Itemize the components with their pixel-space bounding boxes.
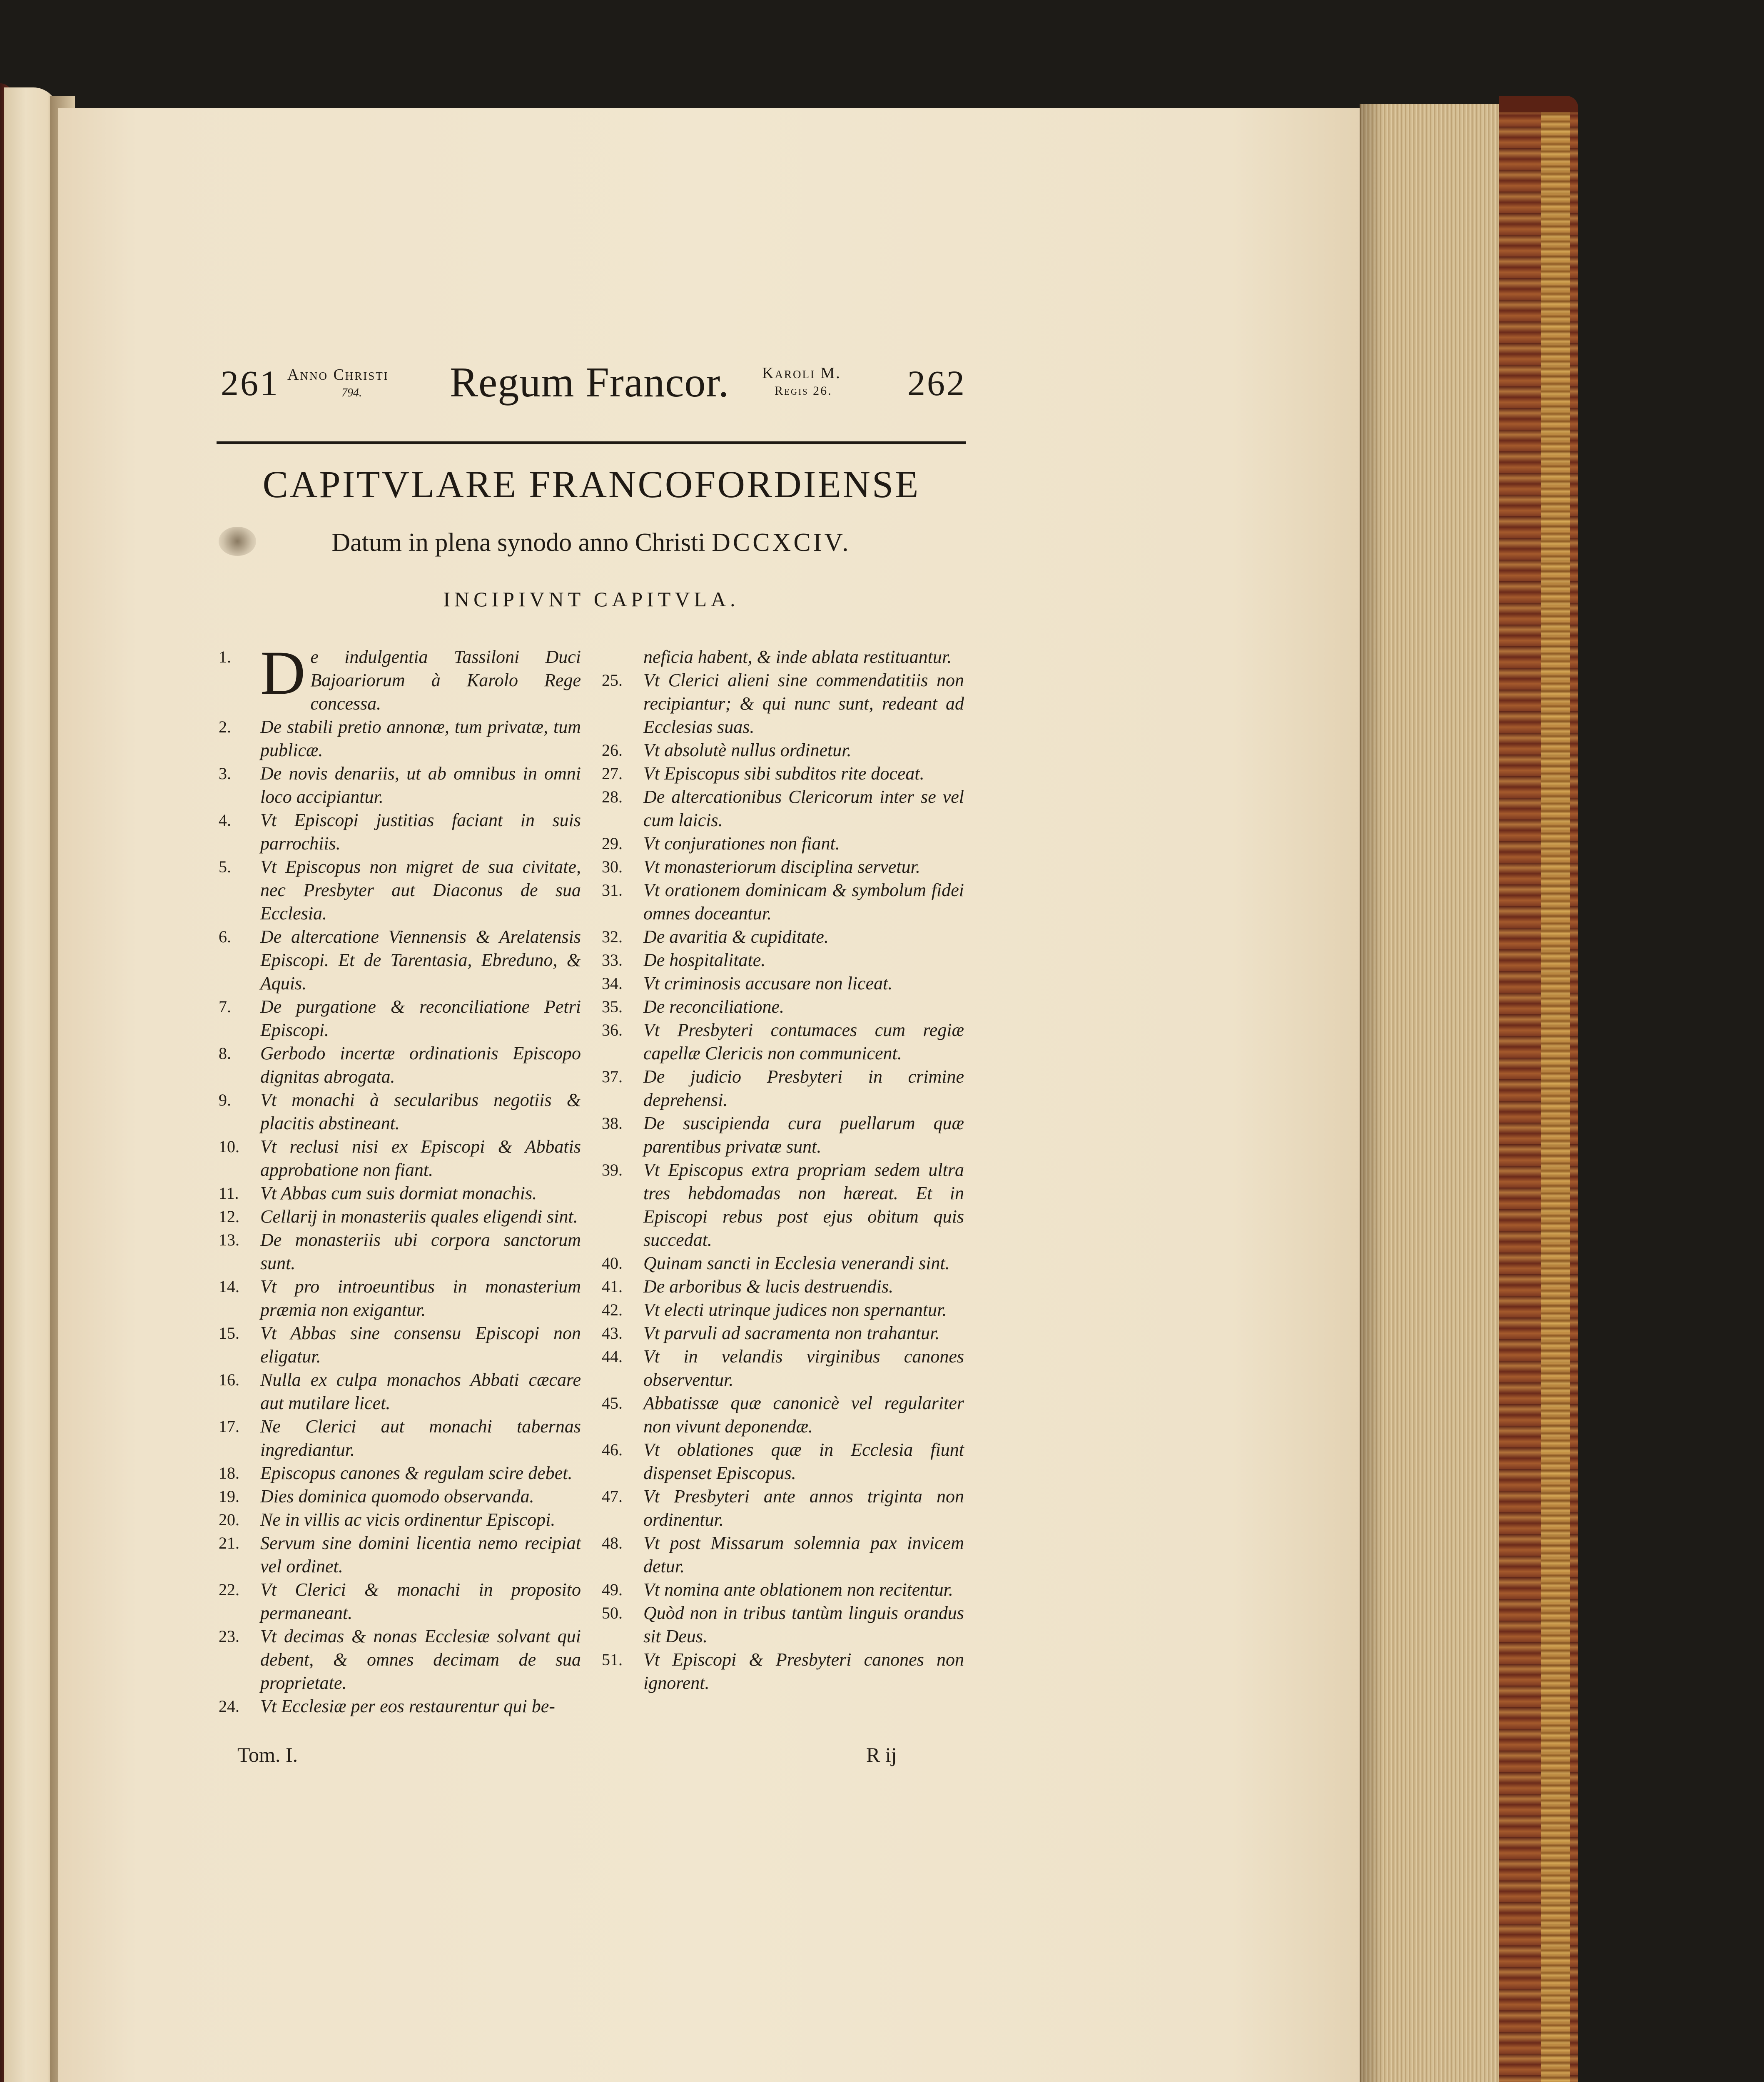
capitulum-item [598, 1601, 964, 1648]
capitulum-number: 41. [602, 1277, 623, 1296]
capitulum-item [214, 1042, 581, 1088]
capitulum-number: 10. [219, 1137, 239, 1156]
capitulum-number: 31. [602, 881, 623, 899]
capitulum-number: 24. [219, 1697, 239, 1716]
capitula-left-column [214, 638, 581, 1718]
capitulum-number: 4. [219, 811, 231, 829]
capitulum-item [214, 1228, 581, 1275]
capitulum-text: Vt parvuli ad sacramenta non trahantur. [643, 1323, 940, 1343]
capitulum-number: 47. [602, 1487, 623, 1506]
capitulum-text: Vt oblationes quæ in Ecclesia fiunt dispenset Episcopus. [643, 1439, 964, 1483]
capitulum-item [598, 1252, 964, 1275]
capitulum-item [214, 1462, 581, 1485]
capitulum-text: Vt pro introeuntibus in monasterium præmia non exigantur. [260, 1276, 581, 1320]
capitulum-text: De altercationibus Clericorum inter se vel cum laicis. [643, 787, 964, 830]
capitulum-text: De hospitalitate. [643, 950, 766, 970]
capitulum-item [214, 1088, 581, 1135]
capitulum-item [598, 925, 964, 949]
capitulum-text: Vt reclusi nisi ex Episcopi & Abbatis approbatione non fiant. [260, 1136, 581, 1180]
capitulum-text: Quinam sancti in Ecclesia venerandi sint. [643, 1253, 950, 1273]
capitulum-item [214, 809, 581, 855]
capitulum-number: 6. [219, 927, 231, 946]
drop-capital: D [260, 638, 306, 707]
capitulum-number: 46. [602, 1440, 623, 1459]
capitulum-number: 5. [219, 857, 231, 876]
capitulum-item [214, 1322, 581, 1368]
capitulum-text: De suscipienda cura puellarum quæ parentibus privatæ sunt. [643, 1113, 964, 1157]
capitulum-number: 23. [219, 1627, 239, 1646]
capitulum-item [214, 1485, 581, 1508]
capitulum-text: Ne in villis ac vicis ordinentur Episcopi. [260, 1509, 556, 1530]
capitulum-number: 33. [602, 951, 623, 969]
capitulum-number: 14. [219, 1277, 239, 1296]
capitulum-text: Ne Clerici aut monachi tabernas ingrediantur. [260, 1416, 581, 1460]
capitulum-text: Vt conjurationes non fiant. [643, 833, 840, 854]
capitulum-text: Dies dominica quomodo observanda. [260, 1486, 534, 1507]
subtitle-year: DCCXCIV. [712, 528, 851, 557]
capitulum-number: 27. [602, 764, 623, 783]
page-number-left: 261 [221, 363, 279, 403]
running-header [217, 358, 966, 404]
capitulum-number: 18. [219, 1464, 239, 1482]
capitulum-text: De monasteriis ubi corpora sanctorum sunt. [260, 1230, 581, 1273]
capitulum-item [598, 855, 964, 879]
capitulum-number: 22. [219, 1580, 239, 1599]
capitulum-number: 11. [219, 1184, 239, 1203]
capitulum-text: Vt Ecclesiæ per eos restaurentur qui be- [260, 1696, 555, 1716]
capitulum-number: 36. [602, 1021, 623, 1039]
capitulum-number: 34. [602, 974, 623, 993]
capitulum-item [598, 1275, 964, 1298]
capitulum-item [214, 1578, 581, 1625]
capitulum-text: Nulla ex culpa monachos Abbati cæcare aut mutilare licet. [260, 1370, 581, 1413]
capitulum-item [214, 1508, 581, 1532]
capitulum-item [598, 1112, 964, 1158]
capitulum-item [598, 1298, 964, 1322]
capitulum-text: Servum sine domini licentia nemo recipiat vel ordinet. [260, 1533, 581, 1576]
capitulum-number: 43. [602, 1324, 623, 1342]
capitulum-number: 39. [602, 1161, 623, 1179]
capitulum-continuation [598, 645, 964, 669]
capitulum-item [214, 855, 581, 925]
capitulum-number: 7. [219, 997, 231, 1016]
capitulum-text: De novis denariis, ut ab omnibus in omni loco accipiantur. [260, 763, 581, 807]
capitulum-text: Vt Presbyteri ante annos triginta non ordinentur. [643, 1486, 964, 1530]
capitulum-number: 51. [602, 1650, 623, 1669]
capitulum-number: 15. [219, 1324, 239, 1342]
capitulum-item [598, 832, 964, 855]
capitulum-text: Vt Episcopus sibi subditos rite doceat. [643, 763, 924, 784]
capitulum-item [214, 638, 581, 715]
capitulum-text: Episcopus canones & regulam scire debet. [260, 1463, 573, 1483]
header-rule [217, 441, 966, 444]
capitulum-number: 49. [602, 1580, 623, 1599]
capitulum-text: Vt criminosis accusare non liceat. [643, 973, 893, 994]
capitulum-text: Abbatissæ quæ canonicè vel regulariter non vivunt deponendæ. [643, 1393, 964, 1437]
capitulum-item [598, 1019, 964, 1065]
capitulum-number: 13. [219, 1230, 239, 1249]
capitulum-number: 20. [219, 1510, 239, 1529]
capitulum-text: Vt Presbyteri contumaces cum regiæ capellæ Clericis non communicent. [643, 1020, 964, 1063]
capitulum-text: Vt Episcopi justitias faciant in suis parrochiis. [260, 810, 581, 854]
capitulum-number: 48. [602, 1534, 623, 1552]
capitulum-text: Vt decimas & nonas Ecclesiæ solvant qui debent, & omnes decimam de sua proprietate. [260, 1626, 581, 1693]
running-title: Regum Francor. [450, 359, 730, 406]
karoli-label: Karoli M. [762, 364, 841, 382]
capitulum-item [598, 1392, 964, 1438]
capitulum-number: 42. [602, 1300, 623, 1319]
capitulum-number: 35. [602, 997, 623, 1016]
capitulum-item [598, 1648, 964, 1695]
capitulum-text: Vt monachi à secularibus negotiis & placitis abstineant. [260, 1090, 581, 1133]
capitulum-item [598, 739, 964, 762]
capitulum-number: 32. [602, 927, 623, 946]
capitulum-item [214, 715, 581, 762]
capitulum-number: 17. [219, 1417, 239, 1436]
capitula-right-column [598, 645, 964, 1695]
capitulum-text: De judicio Presbyteri in crimine deprehensi. [643, 1066, 964, 1110]
capitulum-item [598, 1532, 964, 1578]
subtitle-text: Datum in plena synodo anno Christi [331, 528, 705, 557]
capitulum-item [214, 1205, 581, 1228]
capitulum-number: 38. [602, 1114, 623, 1133]
capitulum-number: 1. [219, 648, 231, 666]
capitulum-text: Vt nomina ante oblationem non recitentur. [643, 1579, 953, 1600]
capitulum-text: Vt absolutè nullus ordinetur. [643, 740, 852, 760]
page-number-right: 262 [907, 363, 966, 403]
capitulum-number: 21. [219, 1534, 239, 1552]
capitulum-number: 16. [219, 1370, 239, 1389]
capitulum-item [598, 1345, 964, 1392]
capitulum-item [214, 995, 581, 1042]
capitulum-number: 25. [602, 671, 623, 690]
gilt-border [1541, 104, 1570, 2082]
capitulum-text: De purgatione & reconciliatione Petri Episcopi. [260, 996, 581, 1040]
capitulum-item [214, 1182, 581, 1205]
capitulum-text: Vt post Missarum solemnia pax invicem detur. [643, 1533, 964, 1576]
capitulum-item [598, 1438, 964, 1485]
capitulum-number: 19. [219, 1487, 239, 1506]
capitulum-number: 45. [602, 1394, 623, 1412]
capitulum-number: 40. [602, 1254, 623, 1273]
capitulum-number: 12. [219, 1207, 239, 1226]
capitulum-item [598, 1578, 964, 1601]
capitulum-text: Vt Episcopi & Presbyteri canones non ignorent. [643, 1649, 964, 1693]
capitulum-item [214, 762, 581, 809]
chapter-title: CAPITVLARE FRANCOFORDIENSE [262, 463, 920, 506]
capitulum-item [598, 879, 964, 925]
capitulum-text: Vt Clerici alieni sine commendatitiis non recipiantur; & qui nunc sunt, redeant ad Ecclesias suas. [643, 670, 964, 737]
capitulum-item [598, 762, 964, 785]
footer-volume: Tom. I. [237, 1743, 298, 1766]
capitulum-number: 3. [219, 764, 231, 783]
capitulum-item [214, 1625, 581, 1695]
capitulum-number: 29. [602, 834, 623, 853]
capitulum-text: De altercatione Viennensis & Arelatensis Episcopi. Et de Tarentasia, Ebreduno, & Aquis. [260, 926, 581, 994]
capitulum-text: Vt Episcopus extra propriam sedem ultra tres hebdomadas non hæreat. Et in Episcopi rebus post ejus obitum quis succedat. [643, 1160, 964, 1250]
capitulum-item [598, 1485, 964, 1532]
capitulum-continuation-text: neficia habent, & inde ablata restituantur. [643, 647, 952, 667]
capitulum-text: Vt Clerici & monachi in proposito permaneant. [260, 1579, 581, 1623]
capitulum-item [214, 1532, 581, 1578]
capitulum-text: Vt orationem dominicam & symbolum fidei omnes doceantur. [643, 880, 964, 924]
capitulum-text: De reconciliatione. [643, 996, 785, 1017]
anno-year: 794. [341, 386, 362, 399]
capitulum-item [598, 1158, 964, 1252]
capitulum-number: 44. [602, 1347, 623, 1366]
capitulum-item [214, 1275, 581, 1322]
regis-label: Regis 26. [775, 384, 832, 398]
capitulum-text: Vt in velandis virginibus canones observentur. [643, 1346, 964, 1390]
capitulum-number: 28. [602, 787, 623, 806]
capitulum-number: 26. [602, 741, 623, 760]
capitulum-number: 8. [219, 1044, 231, 1063]
capitulum-number: 2. [219, 717, 231, 736]
footer-signature: R ij [866, 1743, 897, 1766]
capitulum-text: De indulgentia Tassiloni Duci Bajoariorum à Karolo Rege concessa. [260, 638, 581, 714]
capitulum-number: 50. [602, 1604, 623, 1622]
capitulum-item [214, 1135, 581, 1182]
capitulum-text: Vt Abbas cum suis dormiat monachis. [260, 1183, 537, 1203]
capitulum-number: 9. [219, 1091, 231, 1109]
capitulum-item [598, 995, 964, 1019]
capitulum-text: Cellarij in monasteriis quales eligendi sint. [260, 1206, 578, 1227]
capitulum-text: Vt Abbas sine consensu Episcopi non eligatur. [260, 1323, 581, 1367]
capitulum-number: 37. [602, 1067, 623, 1086]
incipiunt-heading: INCIPIVNT CAPITVLA. [443, 588, 740, 611]
capitulum-item [214, 1415, 581, 1462]
capitulum-text: Quòd non in tribus tantùm linguis orandus sit Deus. [643, 1603, 964, 1646]
capitulum-text: Gerbodo incertæ ordinationis Episcopo dignitas abrogata. [260, 1043, 581, 1087]
capitulum-text: Vt Episcopus non migret de sua civitate, nec Presbyter aut Diaconus de sua Ecclesia. [260, 857, 581, 924]
page-fore-edge-shadow [1360, 104, 1385, 2082]
capitulum-item [598, 785, 964, 832]
anno-christi-label: Anno Christi [287, 366, 389, 384]
capitulum-item [598, 1322, 964, 1345]
capitulum-text: Vt monasteriorum disciplina servetur. [643, 857, 920, 877]
capitulum-text: De stabili pretio annonæ, tum privatæ, tum publicæ. [260, 717, 581, 760]
capitulum-text: De avaritia & cupiditate. [643, 926, 829, 947]
capitulum-item [214, 1368, 581, 1415]
capitulum-text: Vt electi utrinque judices non spernantur. [643, 1300, 947, 1320]
cover-head [1499, 96, 1578, 112]
capitulum-item [598, 949, 964, 972]
capitulum-text: De arboribus & lucis destruendis. [643, 1276, 894, 1297]
chapter-subtitle [217, 528, 966, 558]
capitulum-item [214, 1695, 581, 1718]
capitulum-item [598, 669, 964, 739]
capitulum-item [598, 972, 964, 995]
capitulum-item [598, 1065, 964, 1112]
capitulum-number: 30. [602, 857, 623, 876]
capitulum-item [214, 925, 581, 995]
